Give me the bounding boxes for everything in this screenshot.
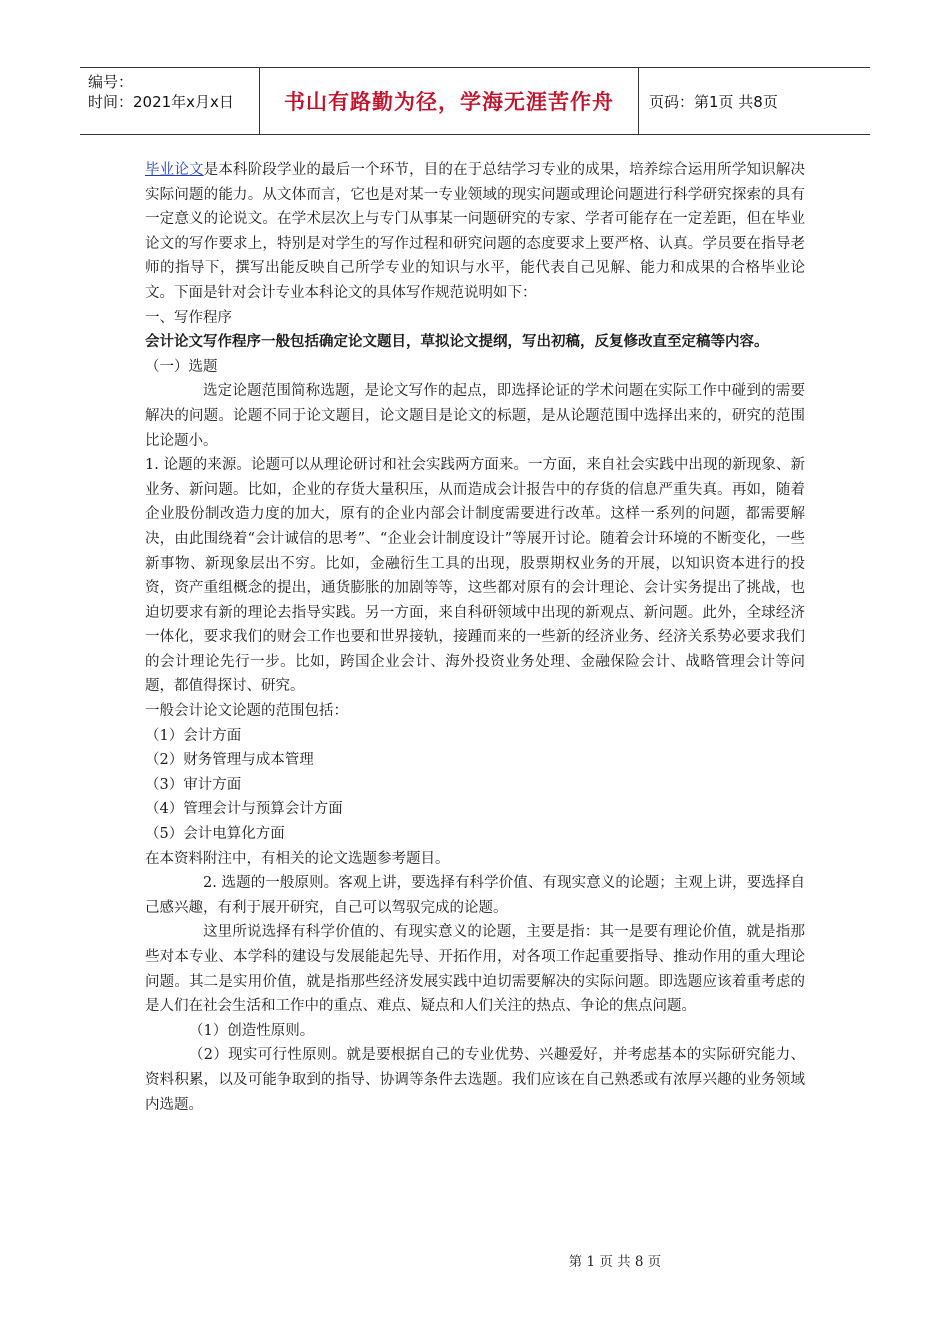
topic-definition-paragraph: 选定论题范围简称选题，是论文写作的起点，即选择论证的学术问题在实际工作中碰到的需要解决的问题。论题不同于论文题目，论文题目是论文的标题，是从论题范围中选择出来的，研究的范围比论题小。 <box>145 383 805 449</box>
scope-item: （4）管理会计与预算会计方面 <box>145 801 343 818</box>
feasibility-principle: （2）现实可行性原则。就是要根据自己的专业优势、兴趣爱好，并考虑基本的实际研究能力、资料积累，以及可能争取到的指导、协调等条件去选题。我们应该在自己熟悉或有浓厚兴趣的业务领域内选题。 <box>145 1047 805 1113</box>
scope-item: （1）会计方面 <box>145 727 242 744</box>
header-meta <box>80 68 260 134</box>
doc-time-label: 时间：2021年x月x日 <box>88 93 234 111</box>
page-header <box>80 67 870 135</box>
header-page-label: 页码：第1页 共8页 <box>649 92 778 111</box>
scope-item: （3）审计方面 <box>145 776 242 793</box>
section-title-writing-procedure: 一、写作程序 <box>145 309 232 326</box>
header-motto: 书山有路勤为径，学海无涯苦作舟 <box>260 68 639 134</box>
procedure-summary: 会计论文写作程序一般包括确定论文题目，草拟论文提纲，写出初稿，反复修改直至定稿等内容。 <box>145 334 769 351</box>
subsection-title-topic: （一）选题 <box>145 358 218 375</box>
doc-number-label: 编号： <box>88 73 134 91</box>
intro-text: 是本科阶段学业的最后一个环节，目的在于总结学习专业的成果，培养综合运用所学知识解决实际问题的能力。从文体而言，它也是对某一专业领域的现实问题或理论问题进行科学研究探索的具有一定意义的论说文。在学术层次上与专门从事某一问题研究的专家、学者可能存在一定差距，但在毕业论文的写作要求上，特别是对学生的写作过程和研究问题的态度要求上要严格、认真。学员要在指导老师的指导下，撰写出能反映自己所学专业的知识与水平，能代表自己见解、能力和成果的合格毕业论文。下面是针对会计专业本科论文的具体写作规范说明如下： <box>145 162 806 301</box>
value-paragraph: 这里所说选择有科学价值的、有现实意义的论题，主要是指：其一是要有理论价值，就是指那些对本专业、本学科的建设与发展能起先导、开拓作用，对各项工作起重要指导、推动作用的重大理论问题。其二是实用价值，就是指那些经济发展实践中迫切需要解决的实际问题。即选题应该着重考虑的是人们在社会生活和工作中的重点、难点、疑点和人们关注的热点、争论的焦点问题。 <box>145 924 805 1015</box>
topic-scope-intro: 一般会计论文论题的范围包括： <box>145 703 348 720</box>
document-body <box>145 158 805 1117</box>
topic-source-paragraph: 1. 论题的来源。论题可以从理论研讨和社会实践两方面来。一方面，来自社会实践中出现的新现象、新业务、新问题。比如，企业的存货大量积压，从而造成会计报告中的存货的信息严重失真。再如，随着企业股份制改造力度的加大，原有的企业内部会计制度需要进行改革。这样一系列的问题，都需要解决，由此围绕着“会计诚信的思考”、“企业会计制度设计”等展开讨论。随着会计环境的不断变化，一些新事物、新现象层出不穷。比如，金融衍生工具的出现，股票期权业务的开展，以知识资本进行的投资，资产重组概念的提出，通货膨胀的加剧等等，这些都对原有的会计理论、会计实务提出了挑战，也迫切要求有新的理论去指导实践。另一方面，来自科研领域中出现的新观点、新问题。此外，全球经济一体化，要求我们的财会工作也要和世界接轨，接踵而来的一些新的经济业务、经济关系势必要求我们的会计理论先行一步。比如，跨国企业会计、海外投资业务处理、金融保险会计、战略管理会计等问题，都值得探讨、研究。 <box>145 457 805 695</box>
scope-item: （2）财务管理与成本管理 <box>145 752 314 769</box>
thesis-link[interactable]: 毕业论文 <box>145 162 204 178</box>
page-footer <box>0 1250 950 1270</box>
principle-paragraph: 2. 选题的一般原则。客观上讲，要选择有科学价值、有现实意义的论题；主观上讲，要选择自己感兴趣，有利于展开研究，自己可以驾驭完成的论题。 <box>145 875 805 916</box>
appendix-note: 在本资料附注中，有相关的论文选题参考题目。 <box>145 850 450 867</box>
scope-item: （5）会计电算化方面 <box>145 826 285 843</box>
intro-paragraph <box>145 158 805 306</box>
creativity-principle: （1）创造性原则。 <box>189 1022 315 1039</box>
footer-page-number: 第 1 页 共 8 页 <box>568 1254 662 1270</box>
